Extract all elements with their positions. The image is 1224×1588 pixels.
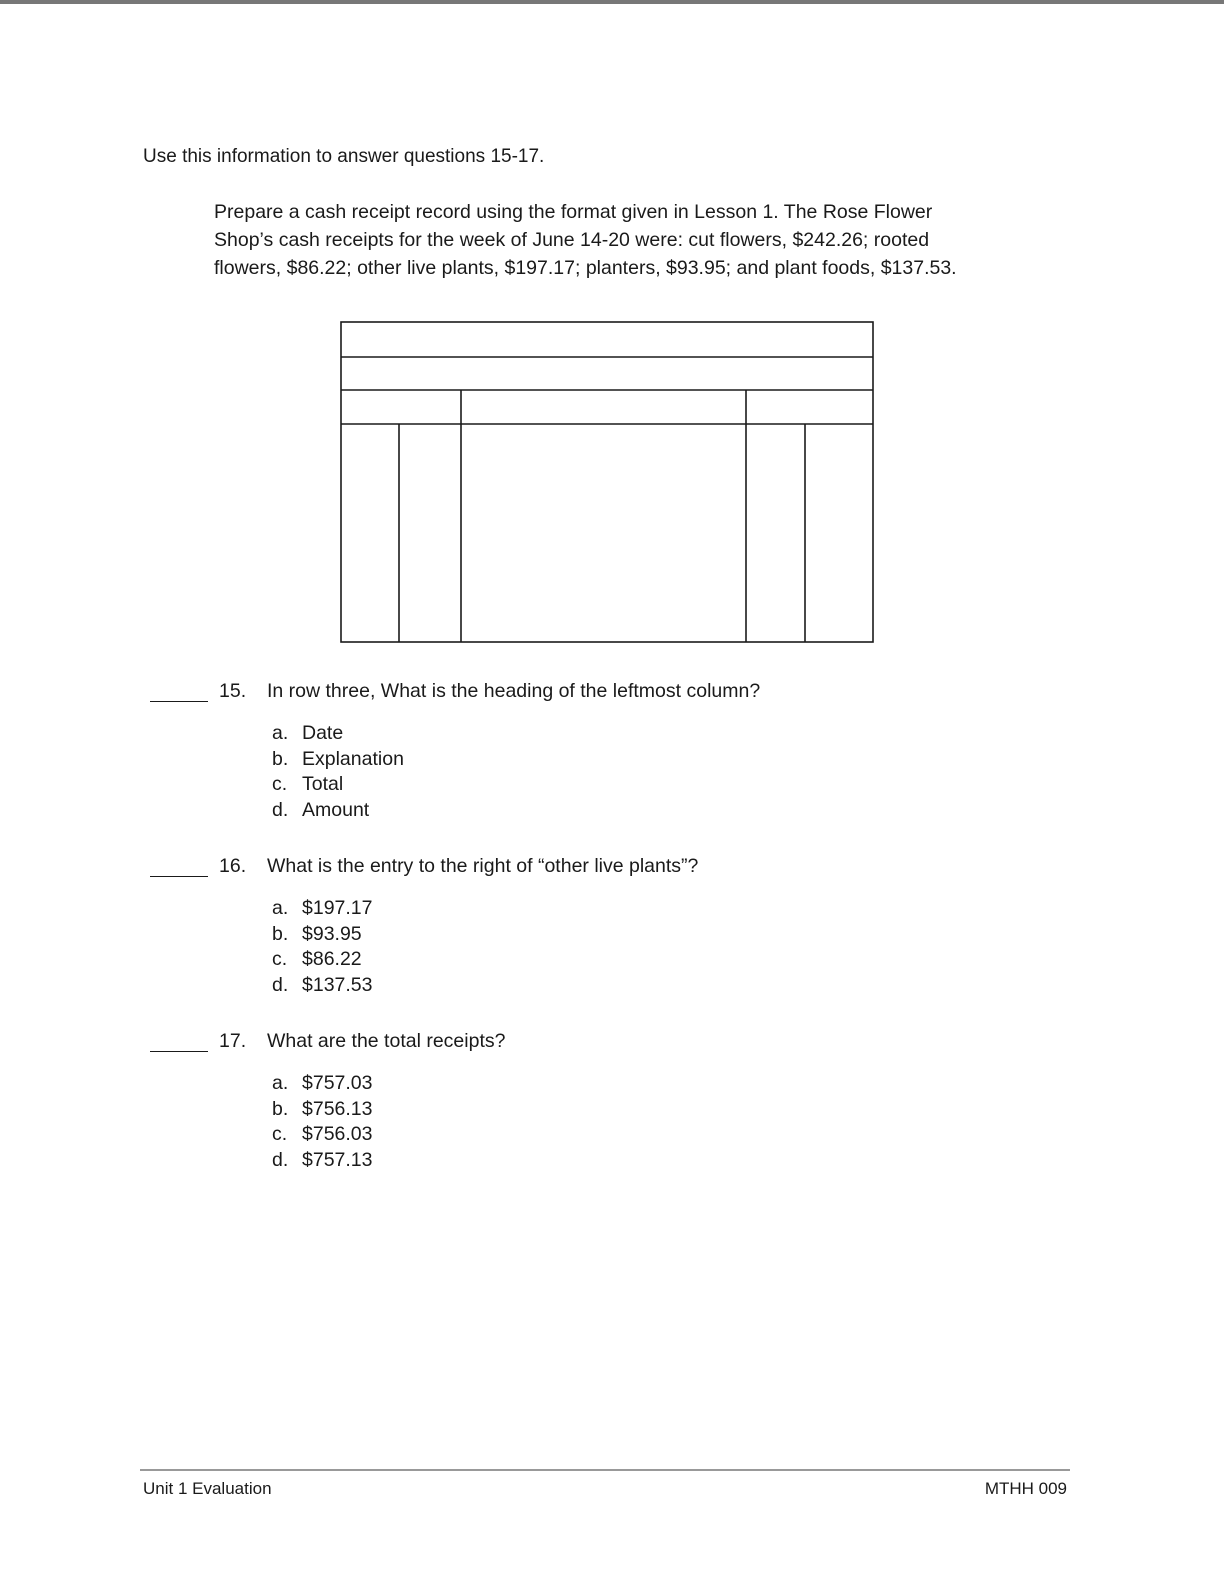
option-c: c. $756.03 [272,1123,373,1145]
answer-options [272,896,373,998]
answer-blank[interactable] [150,876,208,877]
ledger-grid [340,321,874,644]
option-d: d. $137.53 [272,973,373,996]
answer-blank[interactable] [150,1051,208,1052]
question-text: What is the entry to the right of “other live plants”? [267,855,699,877]
question-number: 17. [219,1030,247,1052]
option-b: b. $756.13 [272,1097,373,1120]
problem-statement [214,198,1044,282]
question-text: In row three, What is the heading of the leftmost column? [267,680,761,702]
answer-options [272,1071,373,1173]
footer-rule [140,1469,1070,1471]
cash-receipt-record-blank-form [340,321,874,644]
problem-line: Prepare a cash receipt record using the format given in Lesson 1. The Rose Flower [214,201,933,223]
question-15 [150,680,1110,821]
intro-text: Use this information to answer questions 15-17. [143,146,545,167]
question-16 [150,855,1110,996]
footer-course-code: MTHH 009 [984,1479,1067,1498]
footer-unit-title: Unit 1 Evaluation [143,1479,272,1498]
option-a: a. $197.17 [272,897,373,919]
question-number: 16. [219,855,247,877]
ledger-outline [341,322,873,642]
problem-line: flowers, $86.22; other live plants, $197.17; planters, $93.95; and plant foods, $137.53. [214,257,957,279]
option-a: a. $757.03 [272,1072,373,1094]
option-a: a. Date [272,722,344,744]
option-d: d. Amount [272,798,370,821]
option-c: c. $86.22 [272,948,362,970]
option-c: c. Total [272,773,344,795]
answer-options [272,721,404,823]
top-rule [0,0,1224,4]
option-b: b. Explanation [272,747,404,770]
problem-line: Shop’s cash receipts for the week of June 14-20 were: cut flowers, $242.26; rooted [214,229,930,251]
question-number: 15. [219,680,247,702]
answer-blank[interactable] [150,701,208,702]
question-text: What are the total receipts? [267,1030,506,1052]
option-b: b. $93.95 [272,922,362,945]
question-17 [150,1030,1110,1171]
option-d: d. $757.13 [272,1148,373,1171]
